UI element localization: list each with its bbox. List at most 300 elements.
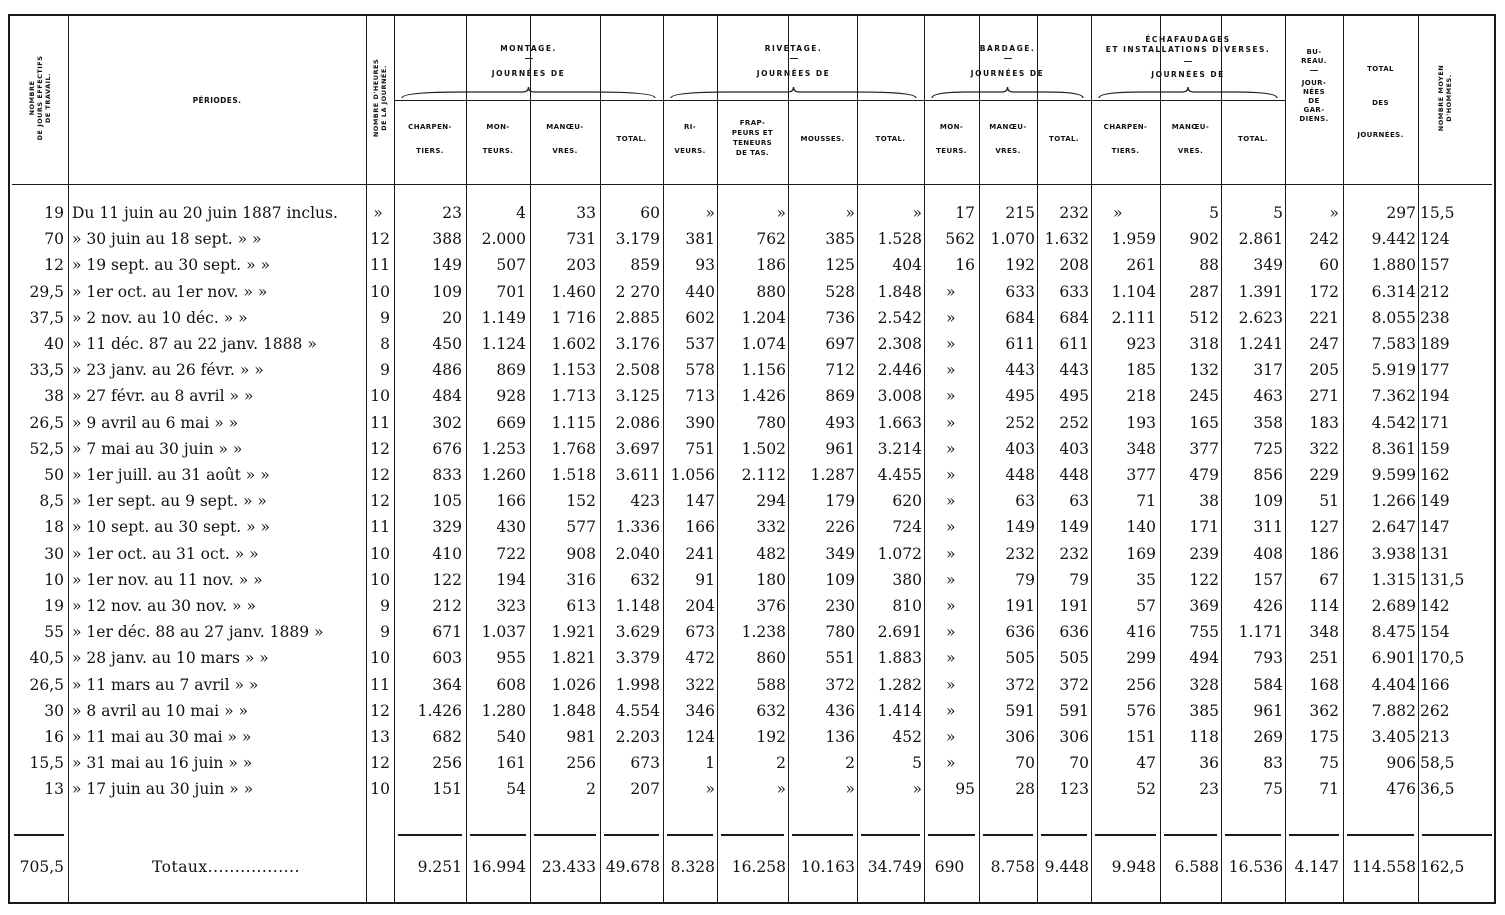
cell-m-ch: 486 — [432, 361, 462, 380]
cell-jours: 30 — [44, 544, 64, 563]
cell-total: 9.442 — [1371, 230, 1416, 249]
cell-e-ma: 171 — [1189, 518, 1219, 537]
cell-jours: 12 — [44, 256, 64, 275]
cell-r-mo: 226 — [825, 518, 855, 537]
cell-bur: 183 — [1309, 413, 1339, 432]
header-total-montage: TOTAL. — [616, 135, 647, 143]
cell-e-ch: 218 — [1126, 387, 1156, 406]
cell-m-tot: 2.086 — [615, 413, 660, 432]
cell-r-tot: » — [912, 780, 922, 799]
cell-bur: 271 — [1309, 387, 1339, 406]
cell-r-mo: 436 — [825, 701, 855, 720]
cell-heures: » — [373, 204, 383, 222]
cell-m-ch: 256 — [432, 754, 462, 773]
cell-bur: 348 — [1309, 623, 1339, 642]
cell-total: 1.315 — [1371, 570, 1416, 589]
cell-r-tot: 2.542 — [877, 308, 922, 327]
totals-rule — [1347, 834, 1414, 836]
cell-r-tot: 3.008 — [877, 387, 922, 406]
header-jours-effectifs — [28, 56, 52, 141]
cell-b-ma: 372 — [1005, 675, 1035, 694]
cell-b-ma: 215 — [1005, 204, 1035, 222]
cell-r-mo: 736 — [825, 308, 855, 327]
cell-b-mo: » — [946, 492, 956, 511]
cell-m-mo: 323 — [496, 597, 526, 615]
header-rivetage: RIVETAGE. — [764, 44, 823, 53]
cell-m-ch: 833 — [432, 466, 462, 484]
cell-r-mo: 493 — [825, 413, 855, 432]
cell-m-ma: 1.848 — [551, 701, 596, 720]
cell-b-ma: 443 — [1005, 361, 1035, 380]
cell-moy: 171 — [1420, 413, 1450, 432]
cell-r-ri: 1 — [705, 754, 715, 773]
cell-m-tot: 2.203 — [615, 728, 660, 746]
cell-jours: 37,5 — [29, 308, 64, 327]
cell-periode: » 17 juin au 30 juin » » — [72, 780, 254, 799]
cell-e-tot: 2.623 — [1238, 308, 1283, 327]
cell-e-tot: 269 — [1253, 728, 1283, 746]
totals-rule — [792, 834, 853, 836]
cell-r-ri: 124 — [685, 728, 715, 746]
cell-bur: 362 — [1309, 701, 1339, 720]
cell-periode: » 11 déc. 87 au 22 janv. 1888 » — [72, 335, 317, 353]
header-montage-dash — [525, 58, 533, 59]
cell-m-ma: 1.768 — [551, 439, 596, 458]
header-montage: MONTAGE. — [500, 44, 557, 53]
cell-r-fr: 1.426 — [741, 387, 786, 406]
cell-e-tot: 856 — [1253, 466, 1283, 484]
cell-e-tot: 358 — [1253, 413, 1283, 432]
totals-rule — [534, 834, 596, 836]
cell-m-tot: 2.885 — [615, 308, 660, 327]
header-total-rivetage: TOTAL. — [875, 135, 906, 143]
header-periodes: PÉRIODES. — [192, 96, 242, 105]
cell-r-mo: 697 — [825, 335, 855, 353]
cell-e-ma: 132 — [1189, 361, 1219, 380]
cell-moy: 166 — [1420, 675, 1450, 694]
cell-e-tot: 311 — [1253, 518, 1283, 537]
cell-jours: 15,5 — [29, 754, 64, 773]
cell-b-tot: 636 — [1059, 623, 1089, 642]
cell-bur: 67 — [1319, 570, 1339, 589]
cell-r-ri: 673 — [685, 623, 715, 642]
header-bardage-dash — [1004, 58, 1012, 59]
cell-heures: 9 — [380, 361, 390, 380]
total-m-ch: 9.251 — [417, 858, 462, 876]
cell-m-ch: 388 — [432, 230, 462, 249]
cell-r-ri: 147 — [685, 492, 715, 511]
cell-r-mo: 2 — [845, 754, 855, 773]
cell-b-mo: 17 — [955, 204, 975, 222]
header-total-line1: TOTAL — [1367, 65, 1394, 73]
subheader-rule — [394, 100, 663, 101]
header-nombre-moyen-line: NOMBRE MOYEN — [1436, 64, 1445, 132]
cell-e-ma: 494 — [1189, 649, 1219, 668]
cell-m-mo: 1.253 — [481, 439, 526, 458]
cell-r-tot: 810 — [892, 597, 922, 615]
cell-m-tot: 3.697 — [615, 439, 660, 458]
cell-b-ma: 79 — [1015, 570, 1035, 589]
total-e-ma: 6.588 — [1174, 858, 1219, 876]
totals-rule — [1041, 834, 1087, 836]
cell-b-tot: 63 — [1069, 492, 1089, 511]
cell-b-mo: 562 — [945, 230, 975, 249]
cell-m-ch: 109 — [432, 282, 462, 301]
cell-heures: 11 — [370, 413, 390, 432]
cell-b-tot: 1.632 — [1044, 230, 1089, 249]
cell-r-mo: 372 — [825, 675, 855, 694]
cell-periode: » 1er nov. au 11 nov. » » — [72, 570, 263, 589]
cell-b-tot: 208 — [1059, 256, 1089, 275]
header-jours-effectifs-line: NOMBRE — [27, 80, 36, 116]
cell-total: 4.404 — [1371, 675, 1416, 694]
cell-e-tot: 463 — [1253, 387, 1283, 406]
cell-b-ma: 149 — [1005, 518, 1035, 537]
cell-e-ch: 151 — [1126, 728, 1156, 746]
header-riveteurs: RI- — [683, 123, 697, 131]
header-brace — [1097, 86, 1279, 100]
header-echafaudages-journees: JOURNÉES DE — [1151, 70, 1225, 79]
cell-jours: 10 — [44, 570, 64, 589]
cell-e-ma: 118 — [1189, 728, 1219, 746]
cell-moy: 147 — [1420, 518, 1450, 537]
cell-r-tot: 5 — [912, 754, 922, 773]
cell-r-fr: 588 — [756, 675, 786, 694]
cell-periode: » 11 mai au 30 mai » » — [72, 728, 252, 746]
header-total-bardage: TOTAL. — [1049, 135, 1079, 143]
cell-r-ri: 93 — [695, 256, 715, 275]
cell-heures: 11 — [370, 675, 390, 694]
cell-m-ch: 149 — [432, 256, 462, 275]
cell-jours: 18 — [44, 518, 64, 537]
cell-r-ri: 91 — [695, 570, 715, 589]
cell-e-ma: 512 — [1189, 308, 1219, 327]
cell-periode: » 1er oct. au 1er nov. » » — [72, 282, 268, 301]
header-montage-journees: JOURNÉES DE — [491, 69, 566, 78]
cell-b-ma: 636 — [1005, 623, 1035, 642]
cell-m-ch: 484 — [432, 387, 462, 406]
cell-b-tot: 591 — [1059, 701, 1089, 720]
header-bardage: BARDAGE. — [979, 44, 1036, 53]
cell-m-mo: 4 — [516, 204, 526, 222]
cell-b-tot: 232 — [1059, 204, 1089, 222]
cell-e-ch: » — [1113, 204, 1123, 222]
cell-b-mo: » — [946, 282, 956, 301]
cell-periode: » 8 avril au 10 mai » » — [72, 701, 248, 720]
cell-periode: » 1er oct. au 31 oct. » » — [72, 544, 259, 563]
cell-e-ch: 140 — [1126, 518, 1156, 537]
cell-total: 3.405 — [1371, 728, 1416, 746]
cell-m-tot: 3.379 — [615, 649, 660, 668]
cell-periode: » 27 févr. au 8 avril » » — [72, 387, 254, 406]
cell-r-mo: 780 — [825, 623, 855, 642]
cell-total: 6.901 — [1371, 649, 1416, 668]
subheader-rule — [1091, 100, 1285, 101]
cell-total: 4.542 — [1371, 413, 1416, 432]
cell-e-ma: 165 — [1189, 413, 1219, 432]
cell-e-ch: 71 — [1136, 492, 1156, 511]
cell-r-tot: 1.414 — [877, 701, 922, 720]
cell-jours: 55 — [44, 623, 64, 642]
cell-r-fr: 482 — [756, 544, 786, 563]
cell-b-tot: 252 — [1059, 413, 1089, 432]
cell-e-tot: 1.391 — [1238, 282, 1283, 301]
cell-r-tot: 1.528 — [877, 230, 922, 249]
header-mousses: MOUSSES. — [800, 135, 845, 143]
cell-r-ri: 346 — [685, 701, 715, 720]
cell-jours: 16 — [44, 728, 64, 746]
cell-bur: » — [1329, 204, 1339, 222]
cell-m-tot: 1.148 — [615, 597, 660, 615]
cell-bur: 172 — [1309, 282, 1339, 301]
cell-b-tot: 495 — [1059, 387, 1089, 406]
cell-r-fr: 1.074 — [741, 335, 786, 353]
cell-total: 476 — [1386, 780, 1416, 799]
cell-total: 7.362 — [1371, 387, 1416, 406]
cell-b-mo: » — [946, 570, 956, 589]
cell-m-mo: 166 — [496, 492, 526, 511]
header-manoeuvres: MANŒU- — [546, 123, 584, 131]
cell-e-tot: 961 — [1253, 701, 1283, 720]
total-bur: 4.147 — [1294, 858, 1339, 876]
cell-e-tot: 109 — [1253, 492, 1283, 511]
cell-heures: 10 — [370, 544, 390, 563]
cell-b-tot: 232 — [1059, 544, 1089, 563]
cell-bur: 60 — [1319, 256, 1339, 275]
cell-m-ch: 450 — [432, 335, 462, 353]
cell-periode: » 1er déc. 88 au 27 janv. 1889 » — [72, 623, 324, 642]
cell-m-ma: 577 — [566, 518, 596, 537]
cell-bur: 168 — [1309, 675, 1339, 694]
cell-total: 8.361 — [1371, 439, 1416, 458]
cell-m-mo: 701 — [496, 282, 526, 301]
cell-r-ri: 322 — [685, 675, 715, 694]
cell-r-fr: 2 — [776, 754, 786, 773]
total-r-mo: 10.163 — [800, 858, 855, 876]
cell-m-ch: 122 — [432, 570, 462, 589]
cell-r-fr: 1.502 — [741, 439, 786, 458]
cell-periode: » 9 avril au 6 mai » » — [72, 413, 239, 432]
cell-moy: 177 — [1420, 361, 1450, 380]
cell-m-ch: 105 — [432, 492, 462, 511]
cell-b-tot: 306 — [1059, 728, 1089, 746]
cell-m-tot: 673 — [630, 754, 660, 773]
cell-r-mo: 125 — [825, 256, 855, 275]
cell-m-mo: 430 — [496, 518, 526, 537]
cell-moy: 262 — [1420, 701, 1450, 720]
cell-jours: 50 — [44, 466, 64, 484]
cell-r-mo: 869 — [825, 387, 855, 406]
cell-jours: 8,5 — [39, 492, 64, 511]
header-monteurs-bardage: TEURS. — [936, 147, 967, 155]
cell-r-fr: 880 — [756, 282, 786, 301]
header-total-line3: JOURNÉES. — [1357, 131, 1404, 139]
cell-e-ch: 1.104 — [1111, 282, 1156, 301]
cell-m-tot: 207 — [630, 780, 660, 799]
cell-e-tot: 1.241 — [1238, 335, 1283, 353]
cell-total: 2.647 — [1371, 518, 1416, 537]
cell-r-ri: 713 — [685, 387, 715, 406]
cell-m-mo: 608 — [496, 675, 526, 694]
cell-e-ch: 57 — [1136, 597, 1156, 615]
cell-m-ch: 329 — [432, 518, 462, 537]
cell-r-mo: 551 — [825, 649, 855, 668]
header-bottom-rule — [12, 184, 1492, 185]
cell-m-mo: 161 — [496, 754, 526, 773]
total-r-tot: 34.749 — [867, 858, 922, 876]
cell-moy: 189 — [1420, 335, 1450, 353]
cell-m-tot: 3.629 — [615, 623, 660, 642]
cell-b-tot: 505 — [1059, 649, 1089, 668]
cell-bur: 221 — [1309, 308, 1339, 327]
cell-m-mo: 1.149 — [481, 308, 526, 327]
cell-heures: 13 — [370, 728, 390, 746]
cell-m-ch: 410 — [432, 544, 462, 563]
header-manoeuvres-bardage: MANŒU- — [989, 123, 1027, 131]
header-charpentiers: TIERS. — [416, 147, 444, 155]
total-b-tot: 9.448 — [1044, 858, 1089, 876]
cell-periode: » 7 mai au 30 juin » » — [72, 439, 243, 458]
cell-e-ma: 5 — [1209, 204, 1219, 222]
cell-e-ma: 23 — [1199, 780, 1219, 799]
cell-r-fr: 192 — [756, 728, 786, 746]
cell-moy: 170,5 — [1420, 649, 1465, 668]
cell-heures: 12 — [370, 754, 390, 773]
cell-e-ma: 38 — [1199, 492, 1219, 511]
cell-r-ri: 1.056 — [670, 466, 715, 484]
cell-b-ma: 63 — [1015, 492, 1035, 511]
cell-e-ma: 245 — [1189, 387, 1219, 406]
cell-periode: » 12 nov. au 30 nov. » » — [72, 597, 256, 615]
cell-e-ch: 261 — [1126, 256, 1156, 275]
cell-e-tot: 426 — [1253, 597, 1283, 615]
cell-heures: 11 — [370, 518, 390, 537]
cell-e-tot: 83 — [1263, 754, 1283, 773]
cell-r-tot: » — [912, 204, 922, 222]
cell-total: 9.599 — [1371, 466, 1416, 484]
cell-e-ch: 256 — [1126, 675, 1156, 694]
cell-e-ma: 479 — [1189, 466, 1219, 484]
cell-b-tot: 191 — [1059, 597, 1089, 615]
cell-moy: 157 — [1420, 256, 1450, 275]
cell-jours: 13 — [44, 780, 64, 799]
cell-m-ch: 20 — [442, 308, 462, 327]
total-m-ma: 23.433 — [541, 858, 596, 876]
cell-periode: » 2 nov. au 10 déc. » » — [72, 308, 248, 327]
cell-r-fr: 294 — [756, 492, 786, 511]
cell-m-ma: 613 — [566, 597, 596, 615]
cell-r-fr: 1.238 — [741, 623, 786, 642]
cell-m-ch: 676 — [432, 439, 462, 458]
cell-m-ma: 981 — [566, 728, 596, 746]
cell-heures: 12 — [370, 230, 390, 249]
cell-heures: 11 — [370, 256, 390, 275]
cell-e-ma: 902 — [1189, 230, 1219, 249]
cell-b-tot: 123 — [1059, 780, 1089, 799]
cell-b-ma: 70 — [1015, 754, 1035, 773]
header-echafaudages: ÉCHAFAUDAGES — [1145, 35, 1231, 44]
cell-b-ma: 684 — [1005, 308, 1035, 327]
cell-bur: 242 — [1309, 230, 1339, 249]
cell-bur: 205 — [1309, 361, 1339, 380]
cell-e-tot: 793 — [1253, 649, 1283, 668]
cell-e-tot: 408 — [1253, 544, 1283, 563]
cell-bur: 229 — [1309, 466, 1339, 484]
cell-moy: 58,5 — [1420, 754, 1455, 773]
cell-m-ch: 603 — [432, 649, 462, 668]
total-total: 114.558 — [1351, 858, 1416, 876]
header-frappeurs: FRAP- — [739, 119, 766, 127]
cell-r-ri: 241 — [685, 544, 715, 563]
cell-periode: Du 11 juin au 20 juin 1887 inclus. — [72, 204, 338, 222]
cell-r-tot: 724 — [892, 518, 922, 537]
cell-r-fr: 780 — [756, 413, 786, 432]
cell-m-mo: 955 — [496, 649, 526, 668]
subheader-rule — [924, 100, 1091, 101]
cell-m-mo: 194 — [496, 570, 526, 589]
cell-jours: 29,5 — [29, 282, 64, 301]
cell-jours: 26,5 — [29, 413, 64, 432]
cell-m-mo: 722 — [496, 544, 526, 563]
cell-total: 297 — [1386, 204, 1416, 222]
header-nombre-heures-line: DE LA JOURNÉE. — [380, 65, 388, 131]
cell-r-tot: 4.455 — [877, 466, 922, 484]
cell-r-ri: 602 — [685, 308, 715, 327]
cell-m-tot: 1.998 — [615, 675, 660, 694]
cell-b-ma: 306 — [1005, 728, 1035, 746]
total-moy: 162,5 — [1420, 858, 1465, 876]
subheader-rule — [663, 100, 924, 101]
cell-b-ma: 28 — [1015, 780, 1035, 799]
cell-total: 7.882 — [1371, 701, 1416, 720]
cell-b-ma: 633 — [1005, 282, 1035, 301]
header-jours-effectifs-line: DE JOURS EFFECTIFS — [35, 55, 44, 141]
cell-moy: 124 — [1420, 230, 1450, 249]
cell-r-ri: » — [705, 780, 715, 799]
cell-m-ma: 1.921 — [551, 623, 596, 642]
cell-e-ma: 122 — [1189, 570, 1219, 589]
cell-e-tot: 584 — [1253, 675, 1283, 694]
cell-r-fr: » — [776, 204, 786, 222]
cell-e-ch: 576 — [1126, 701, 1156, 720]
cell-heures: 12 — [370, 466, 390, 484]
cell-e-ch: 35 — [1136, 570, 1156, 589]
header-echafaudages: ET INSTALLATIONS DIVERSES. — [1105, 45, 1271, 54]
cell-r-ri: 381 — [685, 230, 715, 249]
header-bureau-sub: JOUR- — [1301, 79, 1327, 87]
cell-r-fr: 1.156 — [741, 361, 786, 380]
header-monteurs: MON- — [486, 123, 510, 131]
cell-b-mo: 16 — [955, 256, 975, 275]
cell-e-ch: 923 — [1126, 335, 1156, 353]
header-echafaudages-dash — [1184, 61, 1192, 62]
cell-e-ma: 377 — [1189, 439, 1219, 458]
cell-b-tot: 633 — [1059, 282, 1089, 301]
cell-b-mo: » — [946, 413, 956, 432]
cell-heures: 12 — [370, 439, 390, 458]
cell-m-tot: 632 — [630, 570, 660, 589]
cell-total: 1.880 — [1371, 256, 1416, 275]
cell-r-mo: » — [845, 204, 855, 222]
cell-b-mo: » — [946, 728, 956, 746]
total-b-mo: 690 — [934, 858, 965, 876]
totals-rule — [604, 834, 659, 836]
header-nombre-heures — [372, 59, 388, 137]
cell-m-tot: 4.554 — [615, 701, 660, 720]
cell-jours: 19 — [44, 597, 64, 615]
cell-e-tot: 349 — [1253, 256, 1283, 275]
cell-r-mo: 136 — [825, 728, 855, 746]
